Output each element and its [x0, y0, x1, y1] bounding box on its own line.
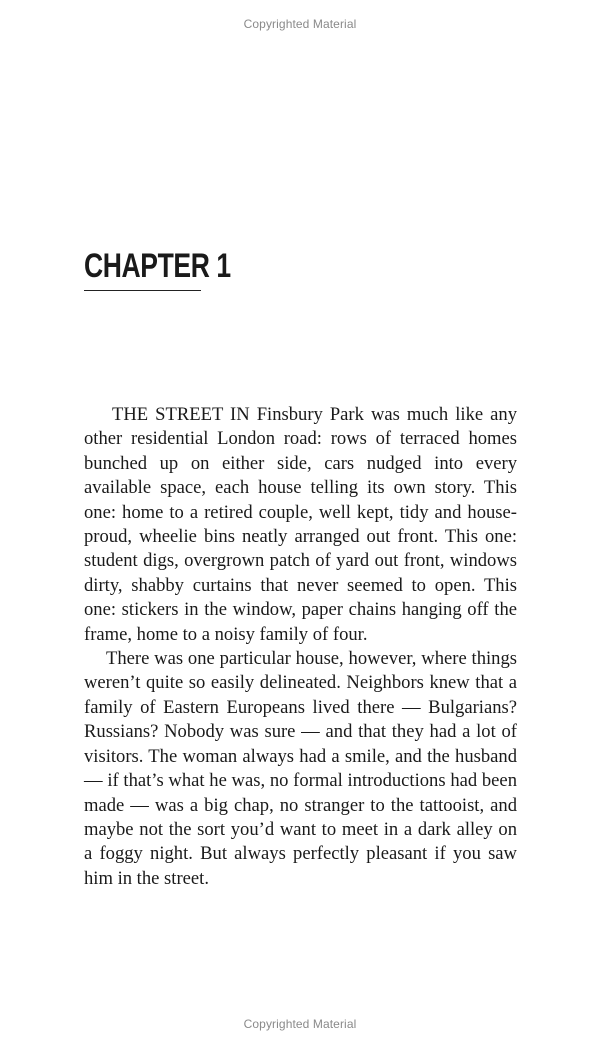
chapter-heading: CHAPTER 1	[84, 247, 231, 285]
paragraph-1: THE STREET IN Finsbury Park was much like any other residential London road: rows of terraced homes bunched up on either side, cars nudged into every available space, each house telling its own story. This one: home to a retired couple, well kept, tidy and house-proud, wheelie bins neatly arranged out front. This one: student digs, overgrown patch of yard out front, windows dirty, shabby curtains that never seemed to open. This one: stickers in the window, paper chains hanging off the frame, home to a noisy family of four.	[84, 404, 517, 645]
paragraph-2: There was one particular house, however, where things weren’t quite so easily delineated. Neighbors knew that a family of Eastern Europeans lived there — Bulgarians? Russians? Nobody was sure — and that they had a lot of visitors. The woman always had a smile, and the husband — if that’s what he was, no formal introductions had been made — was a big chap, no stranger to the tattooist, and maybe not the sort you’d want to meet in a dark alley on a foggy night. But always perfectly pleasant if you saw him in the street.	[84, 648, 517, 889]
chapter-heading-underline	[84, 290, 201, 291]
copyright-watermark-top: Copyrighted Material	[243, 17, 357, 31]
chapter-body	[84, 403, 517, 891]
copyright-watermark-bottom: Copyrighted Material	[243, 1017, 357, 1031]
